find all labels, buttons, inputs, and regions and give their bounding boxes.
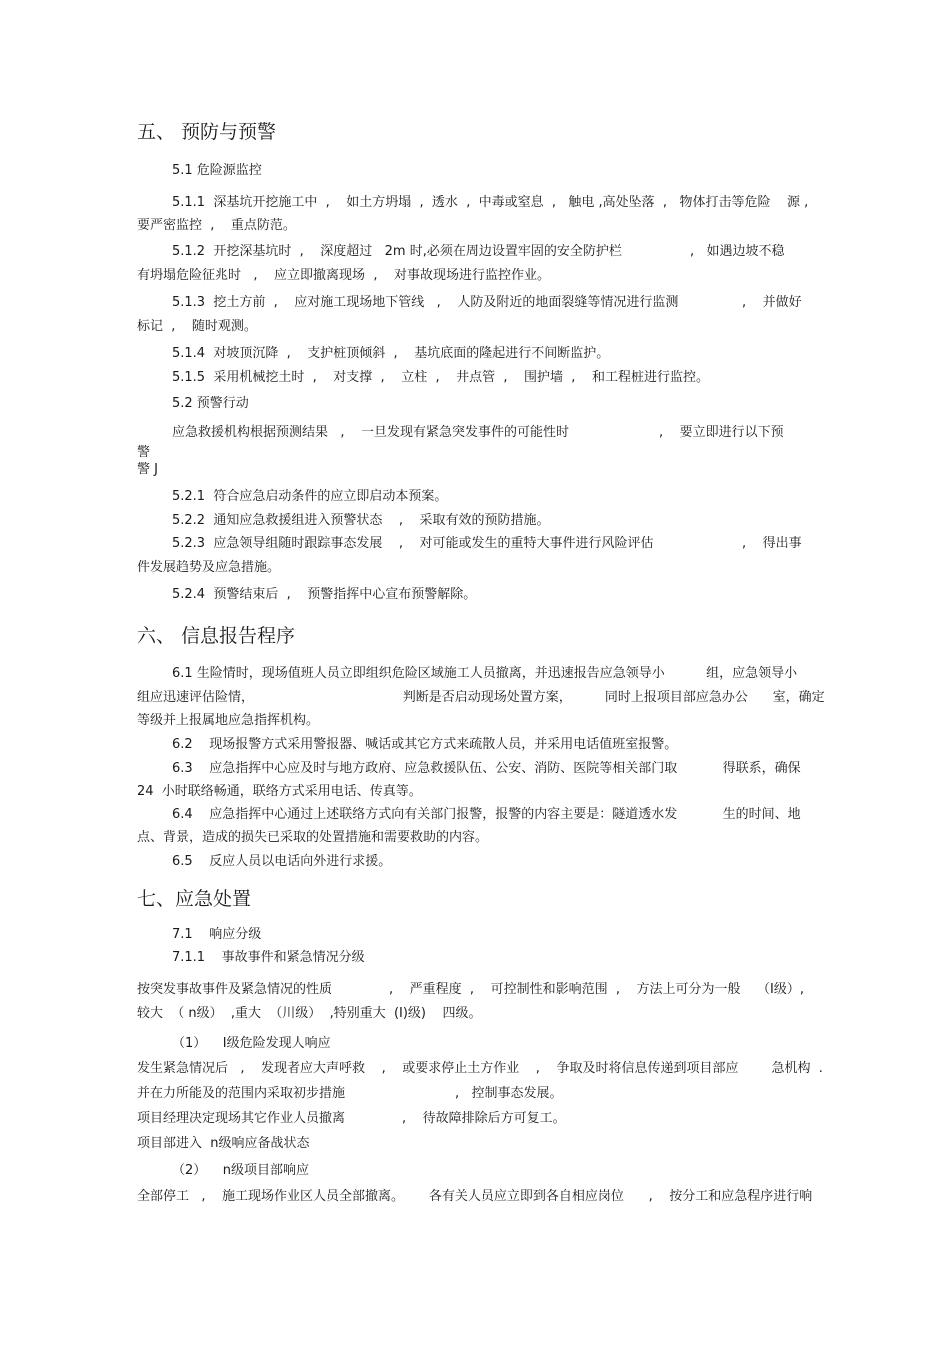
para-6-2: 6.2 现场报警方式采用警报器、喊话或其它方式来疏散人员，并采用电话值班室报警。 [172, 737, 678, 752]
para-6-1-line1: 6.1 生险情时，现场值班人员立即组织危险区域施工人员撤离，并迅速报告应急领导小 组，应急领导小 [172, 666, 798, 681]
para-5-2-3-line1: 5.2.3 应急领导组随时跟踪事态发展 , 对可能或发生的重特大事件进行风险评估 [172, 536, 654, 551]
para-6-3-line1: 6.3 应急指挥中心应及时与地方政府、应急救援队伍、公安、消防、医院等相关部门取 得联系，确保 [172, 761, 801, 776]
para-5-1-4: 5.1.4 对坡顶沉降 , 支护桩顶倾斜 , 基坑底面的隆起进行不间断监护。 [172, 346, 610, 361]
para-5-1-1-line1: 5.1.1 深基坑开挖施工中 , 如土方坍塌 , 透水 , 中毒或窒息 , 触电 ,高处坠落 , 物体打击等危险 源 , [172, 195, 809, 210]
para-5-2-line1: 应急救援机构根据预测结果 , 一旦发现有紧急突发事件的可能性时 [172, 425, 570, 440]
level-2-title: （2） n级项目部响应 [172, 1163, 310, 1178]
section-7-1-1-title: 7.1.1 事故事件和紧急情况分级 [172, 950, 365, 965]
para-5-2-1: 5.2.1 符合应急启动条件的应立即启动本预案。 [172, 489, 448, 504]
level-2-line1: 全部停工 , 施工现场作业区人员全部撤离。 各有关人员应立即到各自相应岗位 , 按分工和应急程序进行响 [137, 1189, 813, 1204]
section-6-heading: 六、 信息报告程序 [137, 625, 296, 647]
level-1-line1: 发生紧急情况后 , 发现者应大声呼救 , 或要求停止土方作业 , 争取及时将信息传递到项目部应 急机构 . [137, 1061, 823, 1076]
para-6-4-line1: 6.4 应急指挥中心通过上述联络方式向有关部门报警，报警的内容主要是：隧道透水发 生的时间、地 [172, 807, 801, 822]
level-1-line3-end: , 待故障排除后方可复工。 [402, 1111, 566, 1126]
level-1-line2: 并在力所能及的范围内采取初步措施 [137, 1086, 346, 1101]
para-5-1-1-line2: 要严密监控 , 重点防范。 [137, 218, 296, 233]
para-5-1-3-line1: 5.1.3 挖土方前 , 应对施工现场地下管线 , 人防及附近的地面裂缝等情况进行监测 [172, 295, 679, 310]
level-1-line2-end: , 控制事态发展。 [455, 1086, 563, 1101]
para-5-2-3-line2: 件发展趋势及应急措施。 [137, 560, 281, 575]
para-5-1-3-line2: 标记 , 随时观测。 [137, 319, 257, 334]
section-5-2-title: 5.2 预警行动 [172, 396, 249, 411]
para-5-1-3-line1-end: , 并做好 [742, 295, 802, 310]
para-5-1-2-line1-end: , 如遇边坡不稳 [690, 244, 785, 259]
level-1-line4: 项目部进入 n级响应备战状态 [137, 1136, 310, 1151]
para-5-1-2-line2: 有坍塌危险征兆时 , 应立即撤离现场 , 对事故现场进行监控作业。 [137, 268, 550, 283]
section-5-1-title: 5.1 危险源监控 [172, 163, 262, 178]
para-6-4-line2: 点、背景，造成的损失已采取的处置措施和需要救助的内容。 [137, 830, 489, 845]
para-6-3-line2: 24 小时联络畅通，联络方式采用电话、传真等。 [137, 784, 422, 799]
para-5-2-line2: 警 [137, 445, 151, 460]
para-5-2-3-line1-end: , 得出事 [742, 536, 802, 551]
para-5-1-2-line1: 5.1.2 开挖深基坑时 , 深度超过 2m 时,必须在周边设置牢固的安全防护栏 [172, 244, 622, 259]
para-6-5: 6.5 反应人员以电话向外进行求援。 [172, 854, 392, 869]
level-1-line3: 项目经理决定现场其它作业人员撤离 [137, 1111, 346, 1126]
para-7-1-1-line1-end: , 严重程度 , 可控制性和影响范围 , 方法上可分为一般 （Ⅰ级）, [389, 982, 805, 997]
para-7-1-1-line1: 按突发事故事件及紧急情况的性质 [137, 982, 333, 997]
para-6-1-line3: 等级并上报属地应急指挥机构。 [137, 713, 320, 728]
para-7-1-1-line2: 较大 （ n级） ,重大 （川级） ,特别重大 (I)级) 四级。 [137, 1006, 482, 1021]
para-5-2-2: 5.2.2 通知应急救援组进入预警状态 , 采取有效的预防措施。 [172, 513, 550, 528]
section-7-heading: 七、应急处置 [137, 888, 252, 910]
para-5-2-line1-end: , 要立即进行以下预 [659, 425, 784, 440]
para-6-1-line2: 组应迅速评估险情， 判断是否启动现场处置方案， 同时上报项目部应急办公 室，确定 [137, 690, 825, 705]
para-5-2-4: 5.2.4 预警结束后 , 预警指挥中心宣布预警解除。 [172, 587, 477, 602]
para-5-2-line3: 警 J [137, 462, 158, 477]
level-1-title: （1） Ⅰ级危险发现人响应 [172, 1036, 331, 1051]
section-7-1-title: 7.1 响应分级 [172, 927, 262, 942]
para-5-1-5: 5.1.5 采用机械挖土时 , 对支撑 , 立柱 , 井点管 , 围护墙 , 和工程桩进行监控。 [172, 370, 709, 385]
section-5-heading: 五、 预防与预警 [137, 121, 277, 143]
